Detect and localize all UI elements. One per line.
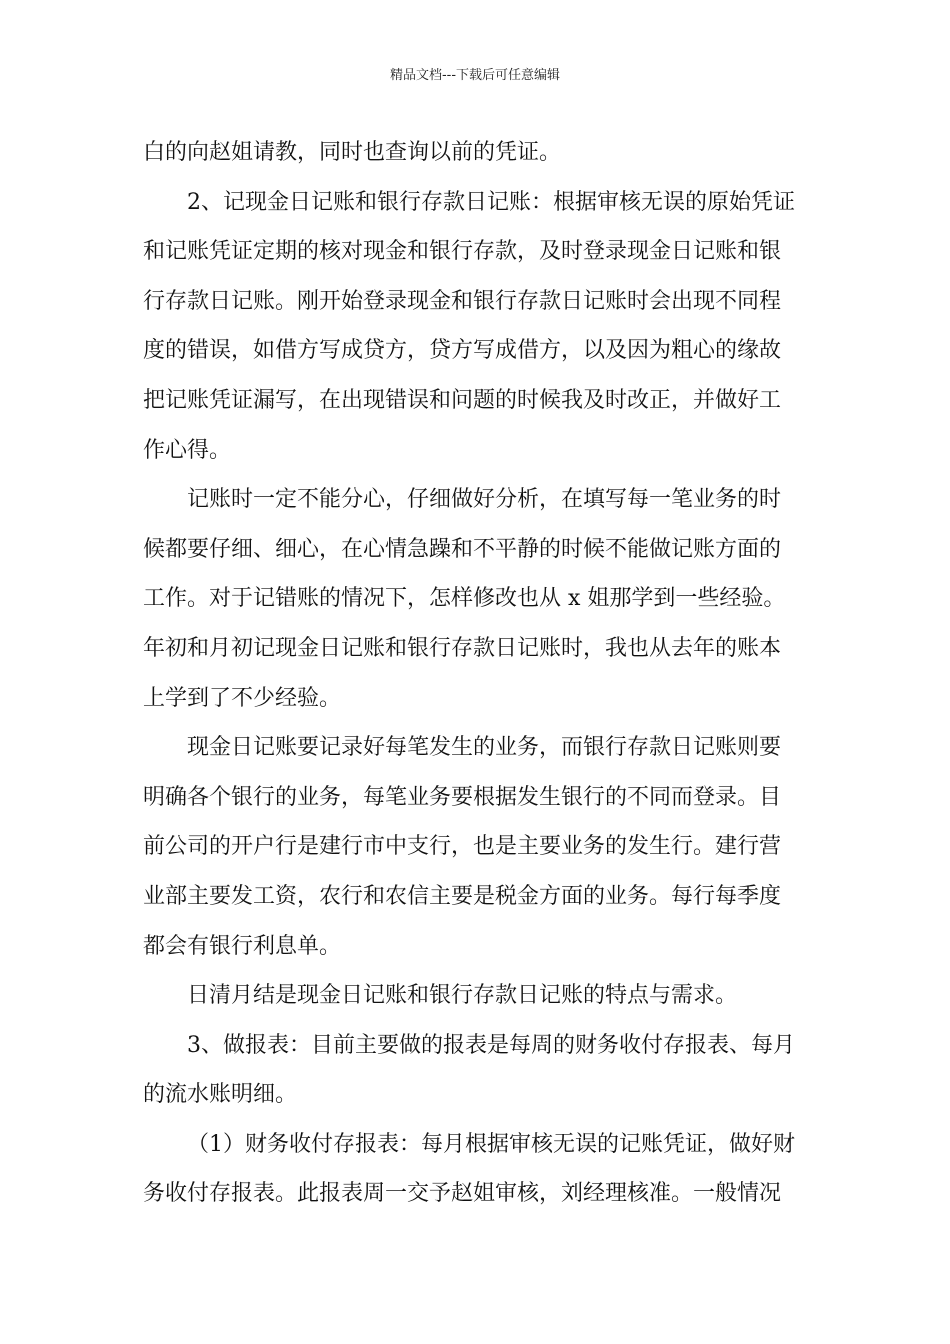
text-line: （1）财务收付存报表：每月根据审核无误的记账凭证，做好财 bbox=[187, 1131, 795, 1157]
page-header: 精品文档---下载后可任意编辑 bbox=[389, 68, 561, 83]
text-line: 务收付存报表。此报表周一交予赵姐审核，刘经理核准。一般情况 bbox=[143, 1181, 782, 1207]
text-line: 的流水账明细。 bbox=[143, 1082, 298, 1108]
text-line: 把记账凭证漏写，在出现错误和问题的时候我及时改正，并做好工 bbox=[143, 387, 782, 413]
text-line: 2、记现金日记账和银行存款日记账：根据审核无误的原始凭证 bbox=[187, 189, 795, 215]
text-line: 都会有银行利息单。 bbox=[143, 933, 342, 959]
text-line: 作心得。 bbox=[143, 437, 232, 463]
text-line: 度的错误，如借方写成贷方，贷方写成借方，以及因为粗心的缘故 bbox=[143, 338, 782, 364]
text-line: 年初和月初记现金日记账和银行存款日记账时，我也从去年的账本 bbox=[143, 635, 782, 661]
document-body bbox=[143, 128, 807, 1219]
text-line: 候都要仔细、细心，在心情急躁和不平静的时候不能做记账方面的 bbox=[143, 536, 782, 562]
text-line: 明确各个银行的业务，每笔业务要根据发生银行的不同而登录。目 bbox=[143, 784, 782, 810]
text-line: 行存款日记账。刚开始登录现金和银行存款日记账时会出现不同程 bbox=[143, 288, 782, 314]
text-line: 3、做报表：目前主要做的报表是每周的财务收付存报表、每月 bbox=[187, 1032, 795, 1058]
text-line: 记账时一定不能分心，仔细做好分析，在填写每一笔业务的时 bbox=[187, 487, 782, 513]
text-line: 白的向赵姐请教，同时也查询以前的凭证。 bbox=[143, 140, 562, 165]
text-line: 前公司的开户行是建行市中支行，也是主要业务的发生行。建行营 bbox=[143, 834, 782, 860]
text-line: 上学到了不少经验。 bbox=[143, 685, 342, 711]
text-line: 和记账凭证定期的核对现金和银行存款，及时登录现金日记账和银 bbox=[143, 239, 782, 265]
text-line: 工作。对于记错账的情况下，怎样修改也从 x 姐那学到一些经验。 bbox=[143, 586, 786, 612]
text-line: 日清月结是现金日记账和银行存款日记账的特点与需求。 bbox=[187, 983, 738, 1009]
text-line: 现金日记账要记录好每笔发生的业务，而银行存款日记账则要 bbox=[187, 735, 782, 761]
text-line: 业部主要发工资，农行和农信主要是税金方面的业务。每行每季度 bbox=[143, 883, 782, 909]
